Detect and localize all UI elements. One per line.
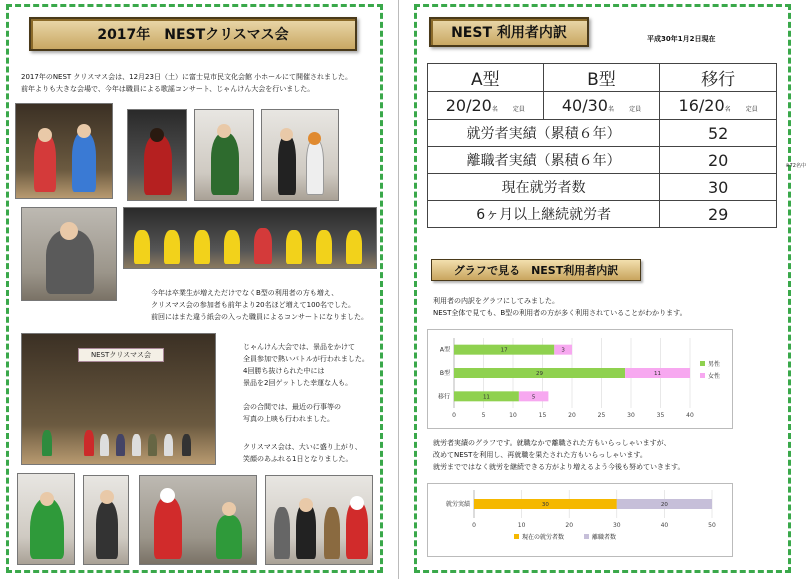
x-tick-label: 50 (708, 522, 716, 529)
para3-line-6: 写真の上映も行われました。 (243, 415, 334, 423)
table-row (428, 174, 777, 201)
intro-line-2: 前年よりも大きな会場で、今年は職員による歌謡コンサート、じゃんけん大会を行いました。 (21, 85, 315, 93)
breakdown-title-box (429, 17, 589, 47)
data-label: 3 (561, 347, 565, 354)
para3-line-3: 4回勝ち抜けられた中には (243, 367, 325, 375)
table-row (428, 120, 777, 147)
data-label: 20 (660, 502, 668, 508)
photo-stage-game (21, 333, 216, 465)
header-b: B型 (543, 64, 660, 92)
row-value-continued: 29 (660, 201, 777, 228)
category-label: 移行 (437, 393, 450, 401)
row-label-continued: 6ヶ月以上継続就労者 (428, 201, 660, 228)
x-tick-label: 5 (481, 412, 486, 419)
photo-audience-santa (265, 475, 373, 565)
data-label: 29 (536, 371, 544, 377)
legend-swatch (584, 534, 589, 539)
para2-line-3: 前回にはまた違う紙会の入った職員によるコンサートになりました。 (151, 313, 368, 321)
x-tick-label: 25 (597, 412, 606, 419)
legend-label: 離職者数 (592, 534, 617, 541)
para3-line-5: 会の合間では、最近の行事等の (243, 403, 341, 411)
legend-swatch (700, 361, 705, 366)
capacity-b: 40/30名 定員 (543, 92, 660, 120)
legend-swatch (514, 534, 519, 539)
header-transition: 移行 (660, 64, 777, 92)
christmas-title: 2017年 NESTクリスマス会 (97, 27, 289, 43)
para4-line-2: 笑顔のあふれる1日となりました。 (243, 455, 353, 463)
graph-section-title-box (431, 259, 641, 281)
category-label: A型 (439, 346, 450, 354)
para3-line-1: じゃんけん大会では、景品をかけて (243, 343, 355, 351)
row-label-employment: 就労者実績（累積６年） (428, 120, 660, 147)
graph-text-1: 利用者の内訳をグラフにしてみました。 (433, 297, 559, 305)
legend-label: 女性 (708, 373, 721, 380)
x-tick-label: 30 (612, 522, 621, 529)
capacity-transition: 16/20名 定員 (660, 92, 777, 120)
users-chart (428, 330, 732, 428)
legend-swatch (700, 373, 705, 378)
header-a: A型 (428, 64, 544, 92)
data-label: 11 (482, 394, 490, 401)
para4-line-1: クリスマス会は、大いに盛り上がり、 (243, 443, 362, 451)
x-tick-label: 15 (538, 412, 547, 419)
para3-line-2: 全員参加で熱いバトルが行われました。 (243, 355, 369, 363)
breakdown-title: NEST 利用者内訳 (451, 25, 567, 41)
photo-speaker (21, 207, 117, 301)
legend-label: 男性 (708, 361, 721, 368)
table-row (428, 201, 777, 228)
capacity-a: 20/20名 定員 (428, 92, 544, 120)
intro-line-1: 2017年のNEST クリスマス会は、12月23日（土）に富士見市民文化会館 小ホールにて開催されました。 (21, 73, 353, 81)
row-value-resignation: 20 ※72名中 (660, 147, 777, 174)
row-label-current: 現在就労者数 (428, 174, 660, 201)
photo-costume-singer (127, 109, 187, 201)
photo-santa-group (139, 475, 257, 565)
x-tick-label: 10 (517, 522, 526, 529)
employment-text-1: 就労者実績のグラフです。就職なかで離職された方もいらっしゃいますが、 (433, 439, 671, 447)
x-tick-label: 35 (656, 412, 665, 419)
page-fold (398, 0, 399, 579)
photo-tree-costume (17, 473, 75, 565)
x-tick-label: 20 (568, 412, 576, 419)
employment-chart-frame (427, 483, 733, 557)
right-page (414, 4, 806, 573)
para2-line-1: 今年は卒業生が増えただけでなくB型の利用者の方も増え、 (151, 289, 339, 297)
category-label: 就労実績 (445, 501, 470, 508)
footnote: ※72名中 (785, 163, 806, 169)
x-tick-label: 0 (472, 522, 476, 529)
employment-chart (428, 484, 732, 556)
photo-singers-duo (15, 103, 113, 199)
row-label-resignation: 離職者実績（累積６年） (428, 147, 660, 174)
table-row (428, 147, 777, 174)
x-tick-label: 40 (686, 412, 694, 419)
left-page (6, 4, 383, 573)
graph-text-2: NEST全体で見ても、B型の利用者の方が多く利用されていることがわかります。 (433, 309, 687, 317)
data-label: 11 (654, 371, 662, 377)
para3-line-4: 景品を2回ゲットした幸運な人も。 (243, 379, 353, 387)
data-label: 30 (541, 502, 549, 508)
para2-line-2: クリスマス会の参加者も前年より20名ほど増えて100名でした。 (151, 301, 355, 309)
photo-mc-pair (261, 109, 339, 201)
table-header-row (428, 64, 777, 92)
x-tick-label: 0 (452, 412, 456, 419)
photo-dancing-man (83, 475, 129, 565)
x-tick-label: 10 (509, 412, 517, 419)
row-value-current: 30 (660, 174, 777, 201)
employment-text-3: 就労までではなく就労を継続できる方がより増えるよう今後も努めていきます。 (433, 463, 685, 471)
capacity-row (428, 92, 777, 120)
users-chart-frame (427, 329, 733, 429)
x-tick-label: 40 (660, 522, 669, 529)
category-label: B型 (439, 370, 450, 377)
x-tick-label: 20 (565, 522, 574, 529)
photo-dance-group (123, 207, 377, 269)
as-of-date: 平成30年1月2日現在 (647, 35, 716, 43)
photo-wreath-performer (194, 109, 254, 201)
stage-banner: NESTクリスマス会 (78, 348, 164, 362)
data-label: 17 (500, 347, 508, 354)
legend-label: 現在の就労者数 (522, 534, 565, 541)
row-value-employment: 52 (660, 120, 777, 147)
employment-text-2: 改めてNESTを利用し、再就職を果たされた方もいらっしゃいます。 (433, 451, 647, 459)
stats-table (427, 63, 806, 228)
christmas-title-box (29, 17, 357, 51)
data-label: 5 (531, 394, 536, 401)
x-tick-label: 30 (627, 412, 635, 419)
graph-section-title: グラフで見る NEST利用者内訳 (453, 264, 619, 277)
